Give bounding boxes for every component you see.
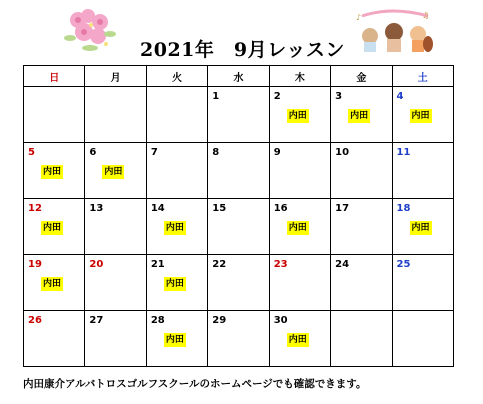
lesson-badge: 内田	[43, 279, 62, 289]
day-number: 24	[335, 259, 350, 270]
calendar-day-cell	[85, 255, 146, 311]
calendar-day-cell	[269, 311, 330, 367]
calendar-day-cell	[208, 311, 269, 367]
weekday-wednesday: 水	[208, 66, 269, 87]
day-number: 18	[396, 203, 411, 214]
lesson-badge: 内田	[165, 279, 184, 289]
calendar-week-row	[24, 87, 454, 143]
lesson-badge: 内田	[288, 335, 307, 345]
day-number: 7	[150, 147, 158, 158]
day-number: 13	[89, 203, 104, 214]
lesson-badge: 内田	[411, 111, 430, 121]
calendar-day-cell	[331, 87, 392, 143]
weekday-header	[24, 66, 454, 87]
lesson-badge: 内田	[288, 223, 307, 233]
calendar-day-cell	[208, 143, 269, 199]
day-number: 5	[28, 147, 35, 158]
calendar-week-row	[24, 143, 454, 199]
calendar-week-row	[24, 255, 454, 311]
calendar-day-cell	[331, 143, 392, 199]
calendar-day-cell	[146, 143, 207, 199]
day-number: 17	[335, 203, 350, 214]
day-number: 25	[396, 259, 411, 270]
day-number: 12	[28, 203, 42, 214]
calendar-day-cell	[392, 311, 453, 367]
day-number: 21	[150, 259, 165, 270]
day-number: 1	[212, 91, 220, 102]
day-number: 19	[28, 259, 42, 270]
calendar-day-cell	[208, 255, 269, 311]
weekday-sunday: 日	[24, 66, 85, 87]
calendar-day-cell	[85, 143, 146, 199]
page-title: 2021年 9月レッスン	[140, 39, 345, 61]
calendar-day-cell	[146, 255, 207, 311]
day-number: 26	[28, 315, 42, 326]
calendar-day-cell	[392, 199, 453, 255]
calendar-day-cell	[392, 143, 453, 199]
day-number: 9	[273, 147, 281, 158]
weekday-saturday: 土	[392, 66, 453, 87]
calendar-day-cell	[146, 311, 207, 367]
calendar-day-cell	[331, 255, 392, 311]
calendar-day-cell	[85, 311, 146, 367]
day-number: 8	[212, 147, 220, 158]
day-number: 29	[212, 315, 227, 326]
calendar-day-cell	[269, 143, 330, 199]
lesson-badge: 内田	[288, 111, 307, 121]
lesson-badge: 内田	[43, 167, 62, 177]
calendar-day-cell	[392, 87, 453, 143]
day-number: 4	[396, 91, 404, 102]
day-number: 16	[273, 203, 288, 214]
calendar-day-cell	[331, 199, 392, 255]
day-number: 11	[396, 147, 411, 158]
calendar-day-cell	[146, 87, 207, 143]
calendar-week-row	[24, 199, 454, 255]
weekday-tuesday: 火	[146, 66, 207, 87]
calendar-day-cell	[208, 87, 269, 143]
flower-bouquet-icon	[60, 6, 120, 54]
day-number: 15	[212, 203, 227, 214]
lesson-badge: 内田	[411, 223, 430, 233]
calendar-grid	[23, 65, 454, 367]
day-number: 28	[150, 315, 165, 326]
calendar-day-cell	[269, 255, 330, 311]
weekday-friday: 金	[331, 66, 392, 87]
day-number: 3	[335, 91, 343, 102]
svg-text:♫: ♫	[422, 11, 430, 20]
day-number: 20	[89, 259, 104, 270]
weekday-monday: 月	[85, 66, 146, 87]
calendar-day-cell	[331, 311, 392, 367]
day-number: 22	[212, 259, 227, 270]
calendar-day-cell	[24, 199, 85, 255]
calendar-day-cell	[24, 87, 85, 143]
day-number: 2	[273, 91, 281, 102]
lesson-badge: 内田	[165, 223, 184, 233]
calendar-day-cell	[269, 87, 330, 143]
day-number: 14	[150, 203, 165, 214]
footer-note: 内田康介アルバトロスゴルフスクールのホームページでも確認できます。	[23, 378, 367, 390]
calendar-day-cell	[24, 311, 85, 367]
calendar-day-cell	[85, 199, 146, 255]
calendar-week-row	[24, 311, 454, 367]
animal-musicians-icon	[352, 6, 438, 54]
calendar-day-cell	[24, 255, 85, 311]
lesson-badge: 内田	[43, 223, 62, 233]
lesson-badge: 内田	[104, 167, 123, 177]
day-number: 10	[335, 147, 350, 158]
lesson-badge: 内田	[165, 335, 184, 345]
day-number: 23	[273, 259, 288, 270]
day-number: 30	[273, 315, 288, 326]
calendar-day-cell	[85, 87, 146, 143]
calendar-day-cell	[269, 199, 330, 255]
lesson-badge: 内田	[350, 111, 369, 121]
svg-text:♪: ♪	[356, 13, 362, 22]
calendar-day-cell	[392, 255, 453, 311]
day-number: 27	[89, 315, 104, 326]
calendar-day-cell	[146, 199, 207, 255]
calendar-day-cell	[24, 143, 85, 199]
weekday-thursday: 木	[269, 66, 330, 87]
calendar-day-cell	[208, 199, 269, 255]
day-number: 6	[89, 147, 97, 158]
